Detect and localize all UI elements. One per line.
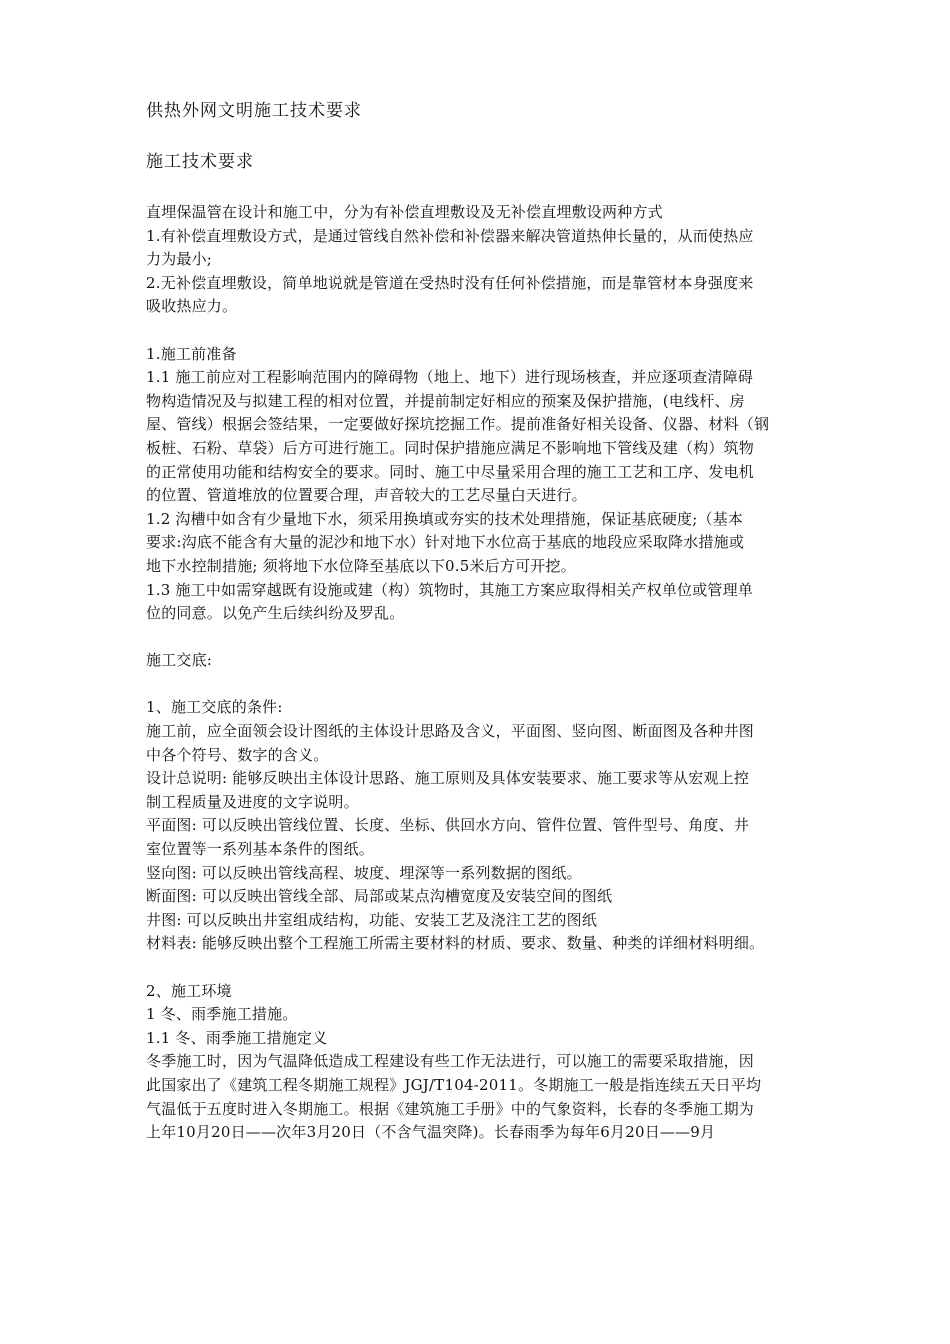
text-line: 材料表: 能够反映出整个工程施工所需主要材料的材质、要求、数量、种类的详细材料明细。 xyxy=(146,934,765,953)
text-line: 力为最小; xyxy=(146,250,213,269)
text-line: 1.3 施工中如需穿越既有设施或建（构）筑物时，其施工方案应取得相关产权单位或管理单 xyxy=(146,580,754,599)
text-line: 冬季施工时，因为气温降低造成工程建设有些工作无法进行，可以施工的需要采取措施，因 xyxy=(146,1052,755,1071)
text-line: 1.1 冬、雨季施工措施定义 xyxy=(146,1028,328,1047)
text-line: 平面图: 可以反映出管线位置、长度、坐标、供回水方向、管件位置、管件型号、角度、井 xyxy=(146,816,750,835)
text-line: 吸收热应力。 xyxy=(146,297,238,316)
text-line: 1.有补偿直埋敷设方式，是通过管线自然补偿和补偿器来解决管道热伸长量的，从而使热应 xyxy=(146,226,754,245)
text-line: 位的同意。以免产生后续纠纷及罗乱。 xyxy=(146,604,405,623)
text-line: 上年10月20日——次年3月20日（不含气温突降)。长春雨季为每年6月20日——9月 xyxy=(146,1123,716,1142)
document-title: 供热外网文明施工技术要求 xyxy=(146,101,362,121)
text-line: 板桩、石粉、草袋）后方可进行施工。同时保护措施应满足不影响地下管线及建（构）筑物 xyxy=(146,438,755,457)
text-line: 此国家出了《建筑工程冬期施工规程》JGJ/T104-2011。冬期施工一般是指连续五天日平均 xyxy=(146,1075,762,1094)
text-line: 断面图: 可以反映出管线全部、局部或某点沟槽宽度及安装空间的图纸 xyxy=(146,887,613,906)
text-line: 物构造情况及与拟建工程的相对位置，并提前制定好相应的预案及保护措施，(电线杆、房 xyxy=(146,391,745,410)
text-line: 的位置、管道堆放的位置要合理，声音较大的工艺尽量白天进行。 xyxy=(146,486,587,505)
text-line: 设计总说明: 能够反映出主体设计思路、施工原则及具体安装要求、施工要求等从宏观上控 xyxy=(146,769,750,788)
text-line: 制工程质量及进度的文字说明。 xyxy=(146,792,359,811)
text-line: 1、施工交底的条件: xyxy=(146,698,283,717)
document-page xyxy=(146,99,814,1145)
text-line: 1.1 施工前应对工程影响范围内的障碍物（地上、地下）进行现场核查，并应逐项查清障碍 xyxy=(146,368,754,387)
spacer xyxy=(146,174,814,201)
text-line: 直埋保温管在设计和施工中，分为有补偿直埋敷设及无补偿直埋敷设两种方式 xyxy=(146,203,663,221)
text-line: 屋、管线）根据会签结果，一定要做好探坑挖掘工作。提前准备好相关设备、仪器、材料（钢 xyxy=(146,415,770,434)
document-body xyxy=(146,201,814,1145)
text-line: 1.施工前准备 xyxy=(146,344,237,363)
blank-line xyxy=(146,319,814,343)
text-line: 要求:沟底不能含有大量的泥沙和地下水）针对地下水位高于基底的地段应采取降水措施或 xyxy=(146,533,745,552)
text-line: 井图: 可以反映出井室组成结构，功能、安装工艺及浇注工艺的图纸 xyxy=(146,910,598,929)
section-heading: 施工技术要求 xyxy=(146,152,254,172)
text-line: 施工交底: xyxy=(146,651,213,670)
text-line: 1 冬、雨季施工措施。 xyxy=(146,1005,298,1024)
blank-line xyxy=(146,626,814,650)
text-line: 气温低于五度时进入冬期施工。根据《建筑施工手册》中的气象资料，长春的冬季施工期为 xyxy=(146,1099,755,1118)
text-line: 1.2 沟槽中如含有少量地下水，须采用换填或夯实的技术处理措施，保证基底硬度;（基本 xyxy=(146,509,744,528)
spacer xyxy=(146,123,814,150)
text-line: 中各个符号、数字的含义。 xyxy=(146,745,329,764)
text-line: 施工前，应全面领会设计图纸的主体设计思路及含义，平面图、竖向图、断面图及各种井图 xyxy=(146,722,755,741)
text-line: 地下水控制措施; 须将地下水位降至基底以下0.5米后方可开挖。 xyxy=(146,556,576,575)
blank-line xyxy=(146,673,814,697)
blank-line xyxy=(146,956,814,980)
text-line: 室位置等一系列基本条件的图纸。 xyxy=(146,840,375,859)
text-line: 2.无补偿直埋敷设，简单地说就是管道在受热时没有任何补偿措施，而是靠管材本身强度来 xyxy=(146,273,754,292)
text-line: 竖向图: 可以反映出管线高程、坡度、埋深等一系列数据的图纸。 xyxy=(146,863,582,882)
text-line: 的正常使用功能和结构安全的要求。同时、施工中尽量采用合理的施工工艺和工序、发电机 xyxy=(146,462,755,481)
text-line: 2、施工环境 xyxy=(146,981,232,1000)
